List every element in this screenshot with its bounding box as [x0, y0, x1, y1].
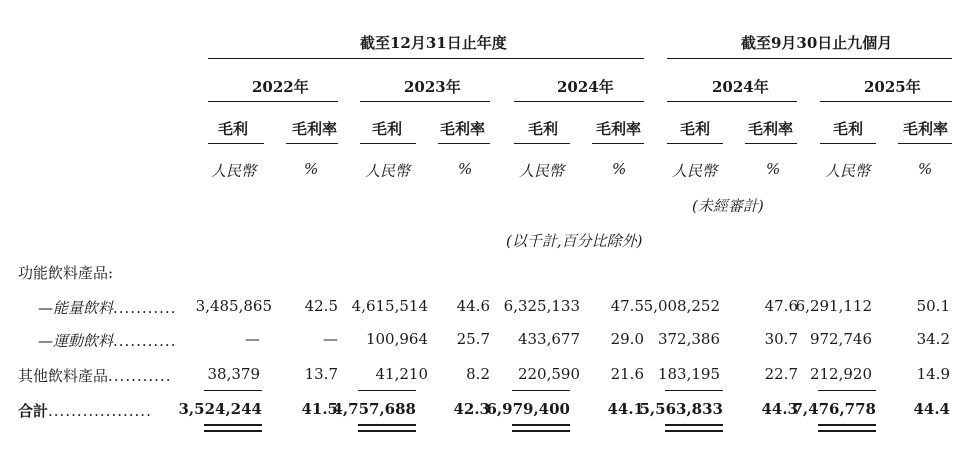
- year-rule-2025-9m: [820, 101, 952, 102]
- other-gm-2023: 8.2: [466, 365, 490, 383]
- sports-gm-2023: 25.7: [456, 330, 490, 348]
- total-gp-2023: 4,757,688: [332, 400, 416, 418]
- row-leader-dots: ...........: [113, 332, 177, 350]
- col-gp-2025-9m: 毛利: [833, 120, 864, 138]
- year-header-2024-fy: 2024年: [557, 78, 614, 96]
- subtotal-rule-2023: [358, 390, 416, 391]
- col-gm-rule-2022: [286, 143, 338, 144]
- group-header-nine-months: 截至9月30日止九個月: [741, 34, 893, 52]
- other-gm-2024-fy: 21.6: [610, 365, 644, 383]
- total-double-rule-2023-b: [358, 430, 416, 432]
- col-gm-rule-2023: [438, 143, 490, 144]
- row-leader-dots: ...........: [108, 367, 172, 385]
- total-gp-2024-fy: 6,979,400: [486, 400, 570, 418]
- total-gm-2022: 41.5: [301, 400, 338, 418]
- total-double-rule-2022-a: [204, 424, 262, 426]
- sports-gp-2024-9m: 372,386: [657, 330, 720, 348]
- other-gm-2025-9m: 14.9: [916, 365, 950, 383]
- sports-gm-2024-fy: 29.0: [610, 330, 644, 348]
- col-gm-2025-9m: 毛利率: [903, 120, 949, 138]
- year-rule-2024-9m: [667, 101, 797, 102]
- col-gp-rule-2023: [360, 143, 416, 144]
- row-label-total-text: 合計: [18, 402, 49, 420]
- year-rule-2023: [360, 101, 490, 102]
- col-gm-rule-2025-9m: [898, 143, 952, 144]
- subtotal-rule-2022: [204, 390, 262, 391]
- unaudited-note: (未經審計): [692, 197, 764, 215]
- col-gp-2022: 毛利: [218, 120, 249, 138]
- unit-pct-2022: %: [304, 160, 319, 178]
- row-label-energy-drinks-text: —能量飲料: [38, 299, 114, 317]
- total-double-rule-2024-9m-a: [665, 424, 723, 426]
- other-gp-2022: 38,379: [207, 365, 260, 383]
- unit-pct-2025-9m: %: [918, 160, 933, 178]
- col-gp-rule-2022: [208, 143, 264, 144]
- col-gm-2024-fy: 毛利率: [596, 120, 642, 138]
- col-gp-2024-fy: 毛利: [528, 120, 559, 138]
- energy-gm-2024-fy: 47.5: [610, 297, 644, 315]
- sports-gm-2025-9m: 34.2: [916, 330, 950, 348]
- row-label-total: [18, 400, 152, 421]
- total-double-rule-2024-9m-b: [665, 430, 723, 432]
- unit-pct-2023: %: [458, 160, 473, 178]
- energy-gm-2024-9m: 47.6: [764, 297, 798, 315]
- row-label-functional-drinks: 功能飲料產品:: [18, 264, 114, 282]
- sports-gm-2024-9m: 30.7: [764, 330, 798, 348]
- energy-gm-2023: 44.6: [456, 297, 490, 315]
- total-gp-2022: 3,524,244: [178, 400, 262, 418]
- other-gp-2024-9m: 183,195: [657, 365, 720, 383]
- total-gm-2025-9m: 44.4: [913, 400, 950, 418]
- col-gp-2023: 毛利: [372, 120, 403, 138]
- units-note: (以千計,百分比除外): [506, 232, 643, 250]
- sports-gp-2024-fy: 433,677: [517, 330, 580, 348]
- col-gm-2022: 毛利率: [292, 120, 338, 138]
- unit-pct-2024-9m: %: [766, 160, 781, 178]
- total-double-rule-2025-9m-b: [818, 430, 876, 432]
- energy-gp-2024-fy: 6,325,133: [503, 297, 580, 315]
- sports-gp-2023: 100,964: [365, 330, 428, 348]
- group-rule-fiscal-year: [208, 58, 644, 59]
- total-gp-2025-9m: 7,476,778: [792, 400, 876, 418]
- energy-gm-2025-9m: 50.1: [916, 297, 950, 315]
- total-gm-2024-fy: 44.1: [607, 400, 644, 418]
- col-gm-2023: 毛利率: [440, 120, 486, 138]
- unit-rmb-2022: 人民幣: [211, 162, 257, 180]
- col-gm-rule-2024-fy: [592, 143, 644, 144]
- energy-gp-2024-9m: 5,008,252: [643, 297, 720, 315]
- total-double-rule-2025-9m-a: [818, 424, 876, 426]
- total-double-rule-2023-a: [358, 424, 416, 426]
- energy-gp-2022: 3,485,865: [195, 297, 272, 315]
- year-header-2023: 2023年: [404, 78, 461, 96]
- col-gp-rule-2025-9m: [820, 143, 876, 144]
- other-gm-2022: 13.7: [304, 365, 338, 383]
- unit-rmb-2024-9m: 人民幣: [672, 162, 718, 180]
- row-label-other-drinks-text: 其他飲料產品: [18, 367, 109, 385]
- year-rule-2022: [208, 101, 338, 102]
- unit-rmb-2024-fy: 人民幣: [519, 162, 565, 180]
- sports-gp-2022: —: [245, 330, 260, 348]
- row-label-sports-drinks-text: —運動飲料: [38, 332, 114, 350]
- total-double-rule-2024-fy-a: [512, 424, 570, 426]
- total-gm-2023: 42.3: [453, 400, 490, 418]
- sports-gm-2022: —: [323, 330, 338, 348]
- subtotal-rule-2024-9m: [665, 390, 723, 391]
- year-rule-2024-fy: [514, 101, 644, 102]
- year-header-2022: 2022年: [252, 78, 309, 96]
- col-gp-2024-9m: 毛利: [680, 120, 711, 138]
- total-gm-2024-9m: 44.3: [761, 400, 798, 418]
- energy-gp-2025-9m: 6,291,112: [795, 297, 872, 315]
- unit-rmb-2025-9m: 人民幣: [825, 162, 871, 180]
- row-label-sports-drinks: [38, 330, 176, 351]
- year-header-2024-9m: 2024年: [712, 78, 769, 96]
- other-gp-2025-9m: 212,920: [809, 365, 872, 383]
- row-leader-dots: ...........: [113, 299, 177, 317]
- other-gm-2024-9m: 22.7: [764, 365, 798, 383]
- unit-rmb-2023: 人民幣: [365, 162, 411, 180]
- year-header-2025-9m: 2025年: [864, 78, 921, 96]
- total-double-rule-2024-fy-b: [512, 430, 570, 432]
- subtotal-rule-2025-9m: [818, 390, 876, 391]
- other-gp-2024-fy: 220,590: [517, 365, 580, 383]
- col-gp-rule-2024-fy: [514, 143, 570, 144]
- group-header-fiscal-year: 截至12月31日止年度: [360, 34, 507, 52]
- energy-gp-2023: 4,615,514: [351, 297, 428, 315]
- col-gm-2024-9m: 毛利率: [748, 120, 794, 138]
- other-gp-2023: 41,210: [375, 365, 428, 383]
- total-double-rule-2022-b: [204, 430, 262, 432]
- row-label-other-drinks: [18, 365, 171, 386]
- subtotal-rule-2024-fy: [512, 390, 570, 391]
- energy-gm-2022: 42.5: [304, 297, 338, 315]
- col-gm-rule-2024-9m: [745, 143, 797, 144]
- unit-pct-2024-fy: %: [612, 160, 627, 178]
- row-label-energy-drinks: [38, 297, 176, 318]
- group-rule-nine-months: [667, 58, 952, 59]
- sports-gp-2025-9m: 972,746: [809, 330, 872, 348]
- total-gp-2024-9m: 5,563,833: [639, 400, 723, 418]
- row-leader-dots: ..................: [48, 402, 152, 420]
- col-gp-rule-2024-9m: [667, 143, 723, 144]
